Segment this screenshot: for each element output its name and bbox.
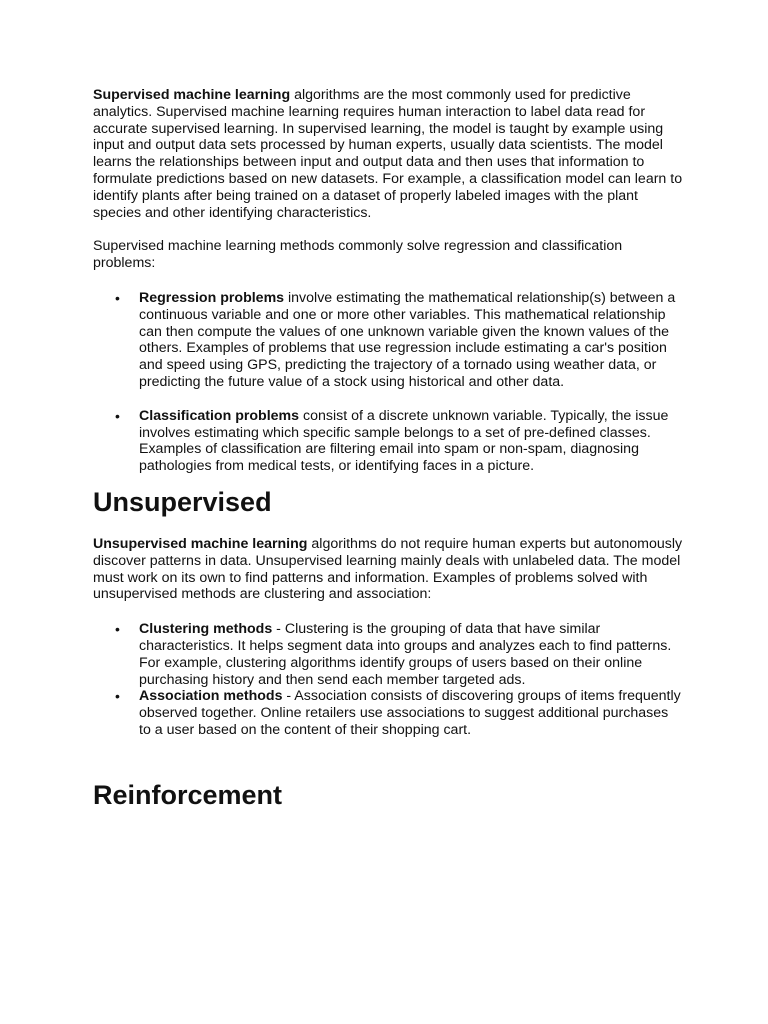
section-heading-reinforcement: Reinforcement bbox=[93, 779, 283, 810]
unsupervised-intro-bold: Unsupervised machine learning bbox=[93, 535, 308, 552]
bullet-glyph: • bbox=[115, 688, 120, 705]
regression-text: involve estimating the mathematical relationship(s) between a continuous variable and one or more other variables. This mathematical relationship can then compute the values of one unknown variable given the known values of the others. Examples of problems that use regression include estimating a car's position and speed using GPS, predicting the trajectory of a tornado using weather data, or predicting the future value of a stock using historical and other data. bbox=[139, 289, 676, 390]
supervised-intro-text: algorithms are the most commonly used for predictive analytics. Supervised machine learning requires human interaction to label data read for accurate supervised learning. In supervised learning, the model is taught by example using input and output data sets processed by human experts, usually data scientists. The model learns the relationships between input and output data and then uses that information to formulate predictions based on new datasets. For example, a classification model can learn to identify plants after being trained on a dataset of properly labeled images with the plant species and other identifying characteristics. bbox=[93, 87, 683, 221]
association-text: - Association consists of discovering groups of items frequently observed together. Online retailers use associations to suggest additional purchases to a user based on the content of their shopping cart. bbox=[139, 688, 681, 738]
unsupervised-methods-list bbox=[93, 621, 683, 739]
supervised-methods-paragraph: Supervised machine learning methods commonly solve regression and classification problems: bbox=[93, 238, 623, 272]
document-page bbox=[93, 87, 683, 811]
supervised-intro-paragraph bbox=[93, 87, 683, 221]
unsupervised-intro-paragraph bbox=[93, 536, 683, 603]
supervised-intro-bold: Supervised machine learning bbox=[93, 87, 291, 103]
association-bold: Association methods bbox=[139, 688, 283, 705]
clustering-text: - Clustering is the grouping of data that have similar characteristics. It helps segment data into groups and analyzes each to find patterns. For example, clustering algorithms identify groups of users based on their online purchasing history and then send each member targeted ads. bbox=[139, 621, 672, 688]
list-item-association bbox=[93, 688, 683, 738]
supervised-problems-list bbox=[93, 290, 683, 475]
classification-bold: Classification problems bbox=[139, 407, 300, 424]
section-heading-unsupervised: Unsupervised bbox=[93, 486, 272, 517]
list-item-regression bbox=[93, 290, 683, 391]
list-item-classification bbox=[93, 408, 683, 475]
bullet-glyph: • bbox=[115, 289, 120, 306]
bullet-glyph: • bbox=[115, 407, 120, 424]
clustering-bold: Clustering methods bbox=[139, 621, 273, 638]
regression-bold: Regression problems bbox=[139, 289, 285, 306]
bullet-glyph: • bbox=[115, 621, 120, 638]
classification-text: consist of a discrete unknown variable. Typically, the issue involves estimating which specific sample belongs to a set of pre-defined classes. Examples of classification are filtering email into spam or non-spam, diagnosing pathologies from medical tests, or identifying faces in a picture. bbox=[139, 407, 669, 475]
unsupervised-intro-text: algorithms do not require human experts but autonomously discover patterns in data. Unsupervised learning mainly deals with unlabeled data. The model must work on its own to find patterns and information. Examples of problems solved with unsupervised methods are clustering and association: bbox=[93, 535, 683, 603]
list-item-clustering bbox=[93, 621, 683, 688]
